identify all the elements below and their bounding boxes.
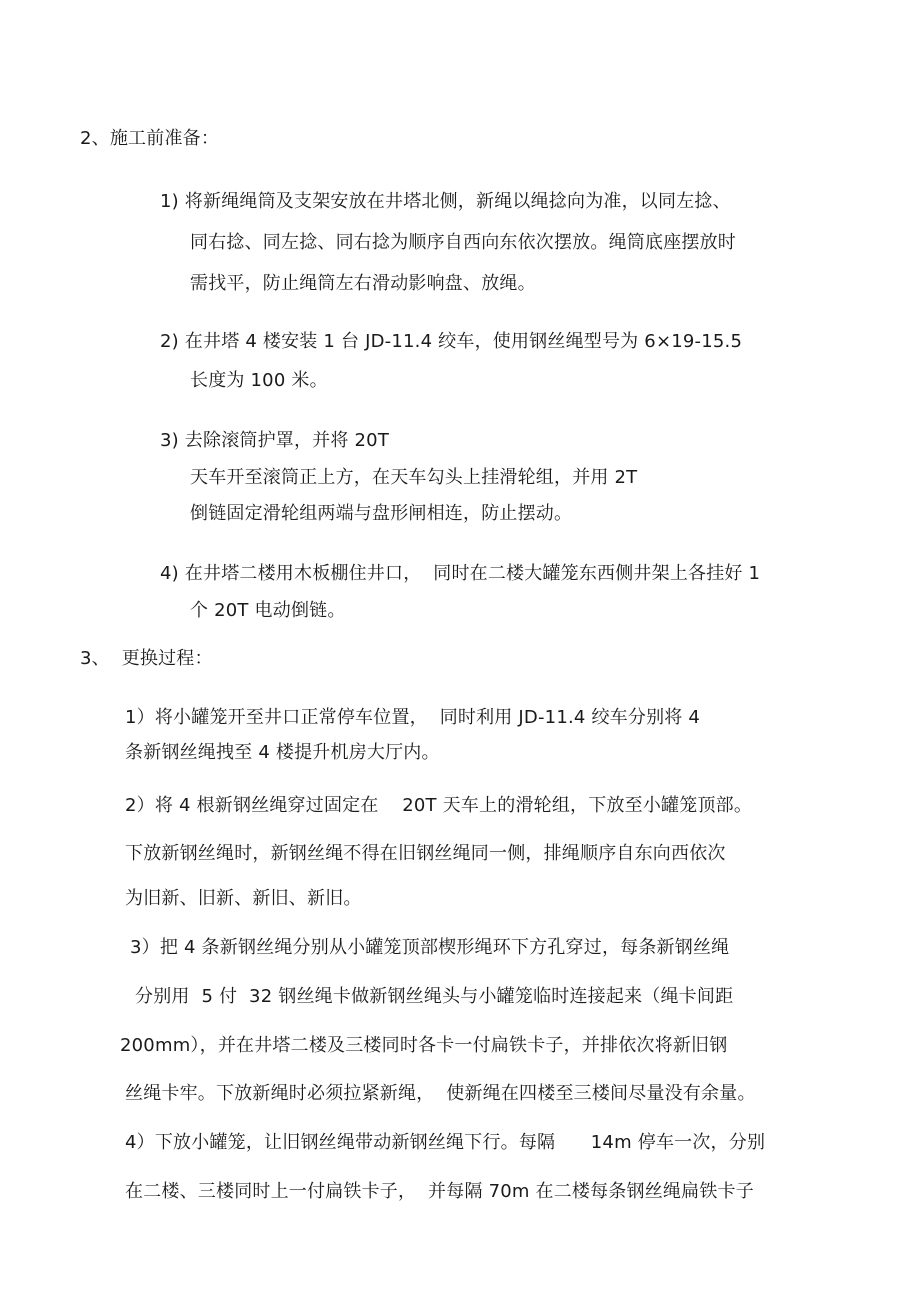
paragraph-line: 200mm），并在井塔二楼及三楼同时各卡一付扁铁卡子，并排依次将新旧钢 [120,1035,728,1056]
section-heading: 2、施工前准备： [80,128,220,149]
paragraph-line: 4) 在井塔二楼用木板棚住井口， 同时在二楼大罐笼东西侧井架上各挂好 1 [160,563,761,584]
paragraph-line: 丝绳卡牢。下放新绳时必须拉紧新绳， 使新绳在四楼至三楼间尽量没有余量。 [125,1083,756,1104]
paragraph-line: 个 20T 电动倒链。 [190,600,346,621]
paragraph-line: 天车开至滚筒正上方，在天车勾头上挂滑轮组，并用 2T [190,467,638,488]
paragraph-line: 同右捻、同左捻、同右捻为顺序自西向东依次摆放。绳筒底座摆放时 [190,232,736,253]
paragraph-line: 2) 在井塔 4 楼安装 1 台 JD-11.4 绞车，使用钢丝绳型号为 6×19-15.5 [160,331,743,352]
paragraph-line: 下放新钢丝绳时，新钢丝绳不得在旧钢丝绳同一侧，排绳顺序自东向西依次 [125,843,726,864]
paragraph-line: 分别用 5 付 32 钢丝绳卡做新钢丝绳头与小罐笼临时连接起来（绳卡间距 [135,986,734,1007]
paragraph-line: 为旧新、旧新、新旧、新旧。 [125,888,362,909]
paragraph-line: 在二楼、三楼同时上一付扁铁卡子， 并每隔 70m 在二楼每条钢丝绳扁铁卡子 [125,1181,754,1202]
paragraph-line: 3) 去除滚筒护罩，并将 20T [160,430,390,451]
paragraph-line: 1) 将新绳绳筒及支架安放在井塔北侧，新绳以绳捻向为准，以同左捻、 [160,191,731,212]
paragraph-line: 条新钢丝绳拽至 4 楼提升机房大厅内。 [125,742,440,763]
paragraph-line: 长度为 100 米。 [190,370,328,391]
paragraph-line: 需找平，防止绳筒左右滑动影响盘、放绳。 [190,273,536,294]
paragraph-line: 倒链固定滑轮组两端与盘形闸相连，防止摆动。 [190,503,573,524]
paragraph-line: 3）把 4 条新钢丝绳分别从小罐笼顶部楔形绳环下方孔穿过，每条新钢丝绳 [130,937,730,958]
paragraph-line: 1）将小罐笼开至井口正常停车位置， 同时利用 JD-11.4 绞车分别将 4 [125,707,701,728]
paragraph-line: 2）将 4 根新钢丝绳穿过固定在 20T 天车上的滑轮组，下放至小罐笼顶部。 [125,795,753,816]
paragraph-line: 4）下放小罐笼，让旧钢丝绳带动新钢丝绳下行。每隔 14m 停车一次，分别 [125,1132,766,1153]
section-heading: 3、 更换过程： [80,648,213,669]
